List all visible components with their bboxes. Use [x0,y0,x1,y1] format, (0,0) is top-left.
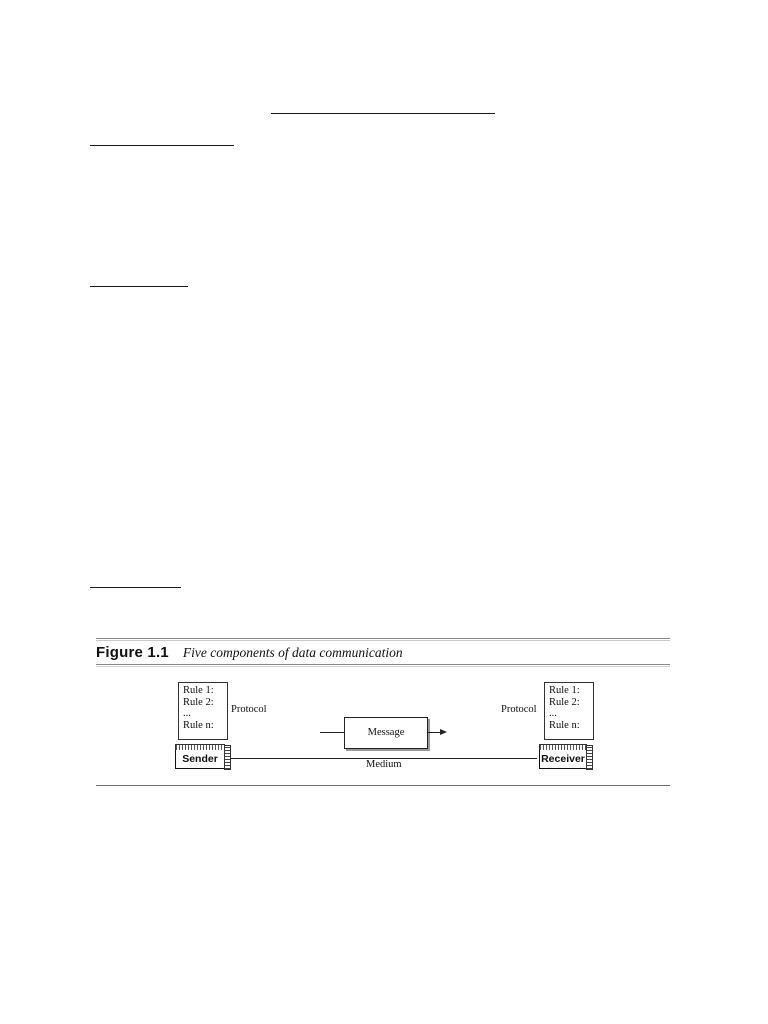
caption-separator-shadow [96,666,670,667]
message-arrow-tail [320,732,344,733]
caption-text: Five components of data communication [182,645,403,660]
message-box: Message [344,717,428,749]
arrow-right-icon [440,729,447,735]
heading-underline-1 [90,145,234,146]
message-arrow-line [428,732,440,733]
rule-line: Rule n: [549,719,580,731]
rule-line: Rule 2: [183,696,214,708]
protocol-label-receiver: Protocol [501,704,537,715]
medium-label: Medium [366,759,402,770]
rule-line: ... [183,708,191,719]
figure-caption [96,644,670,662]
heading-underline-2 [90,286,188,287]
figure-bottom-border [96,785,670,786]
rule-line: Rule n: [183,719,214,731]
figure-data-communication [96,636,670,792]
caption-number: Figure 1.1 [96,644,169,661]
rule-line: ... [549,708,557,719]
sender-device: Sender [175,749,225,769]
title-underline [271,113,495,114]
rule-line: Rule 2: [549,696,580,708]
sender-protocol-rules [178,682,228,740]
figure-top-border [96,638,670,639]
rule-line: Rule 1: [549,685,580,696]
rule-line: Rule 1: [183,685,214,696]
heading-underline-3 [90,587,181,588]
receiver-device: Receiver [539,749,587,769]
caption-separator [96,664,670,665]
receiver-protocol-rules [544,682,594,740]
protocol-label-sender: Protocol [231,704,267,715]
figure-top-border-shadow [96,640,670,641]
